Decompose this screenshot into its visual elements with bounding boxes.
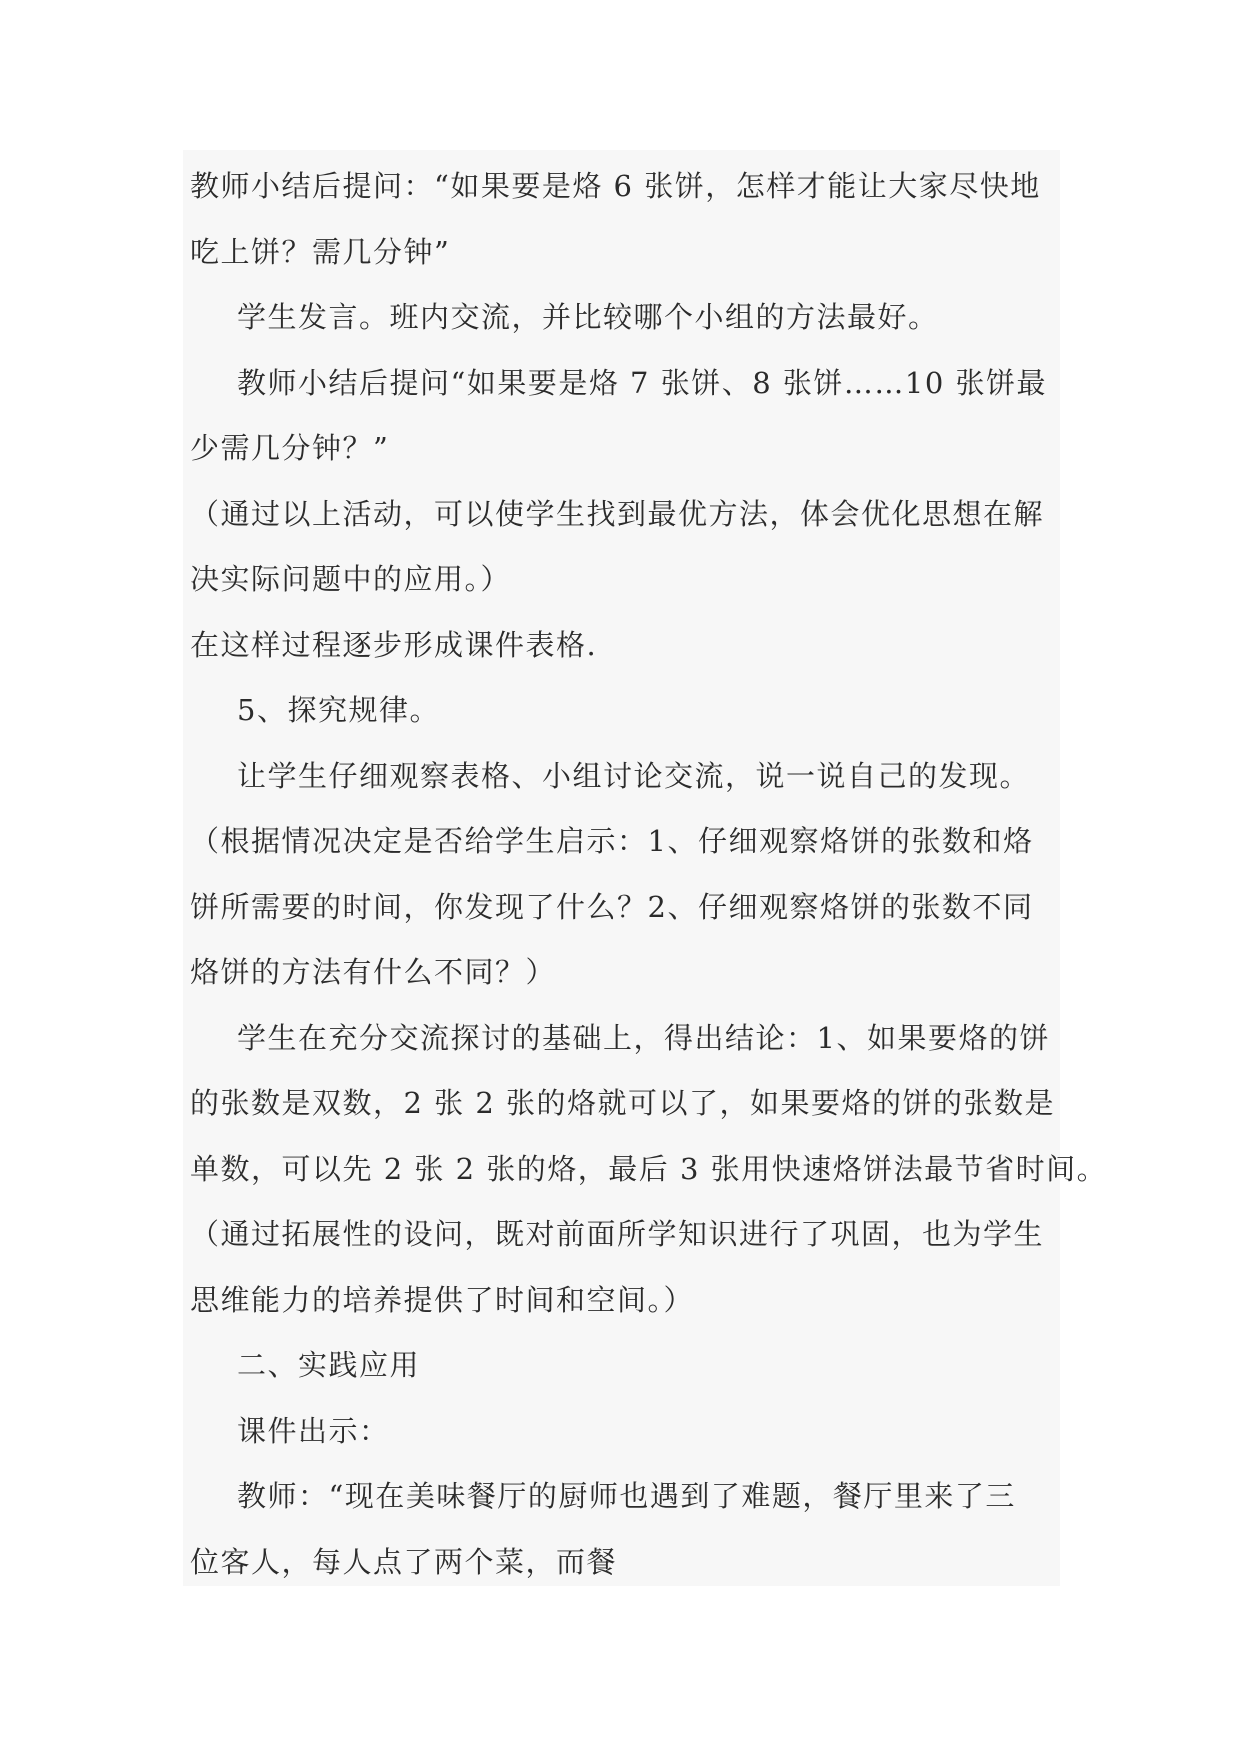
text-line: 教师：“现在美味餐厅的厨师也遇到了难题，餐厅里来了三 bbox=[237, 1479, 1016, 1513]
text-line: （通过以上活动，可以使学生找到最优方法，体会优化思想在解 bbox=[190, 496, 1045, 531]
text-line: 在这样过程逐步形成课件表格. bbox=[190, 627, 598, 662]
text-line: （通过拓展性的设问，既对前面所学知识进行了巩固，也为学生 bbox=[190, 1217, 1045, 1251]
text-line: 教师小结后提问“如果要是烙 7 张饼、8 张饼……10 张饼最 bbox=[237, 365, 1048, 400]
text-line: 学生发言。班内交流，并比较哪个小组的方法最好。 bbox=[237, 300, 939, 334]
text-line: 饼所需要的时间，你发现了什么？2、仔细观察烙饼的张数不同 bbox=[190, 889, 1034, 924]
text-line: 学生在充分交流探讨的基础上，得出结论：1、如果要烙的饼 bbox=[237, 1020, 1050, 1055]
text-line: （根据情况决定是否给学生启示：1、仔细观察烙饼的张数和烙 bbox=[190, 824, 1034, 858]
text-line: 让学生仔细观察表格、小组讨论交流，说一说自己的发现。 bbox=[237, 758, 1031, 793]
text-line: 烙饼的方法有什么不同？） bbox=[190, 955, 557, 989]
text-line: 教师小结后提问：“如果要是烙 6 张饼，怎样才能让大家尽快地 bbox=[190, 169, 1041, 203]
text-line: 少需几分钟？” bbox=[190, 431, 390, 465]
text-line: 5、探究规律。 bbox=[237, 693, 440, 727]
document-body bbox=[190, 154, 1108, 1595]
text-line: 单数，可以先 2 张 2 张的烙，最后 3 张用快速烙饼法最节省时间。 bbox=[190, 1151, 1108, 1186]
text-line: 思维能力的培养提供了时间和空间。） bbox=[190, 1282, 695, 1317]
text-line: 的张数是双数，2 张 2 张的烙就可以了，如果要烙的饼的张数是 bbox=[190, 1086, 1056, 1120]
text-line: 课件出示： bbox=[237, 1413, 390, 1448]
text-line: 位客人，每人点了两个菜，而餐 bbox=[190, 1544, 618, 1579]
text-line: 决实际问题中的应用。） bbox=[190, 562, 512, 596]
text-line: 吃上饼？需几分钟” bbox=[190, 234, 451, 269]
text-line: 二、实践应用 bbox=[237, 1348, 421, 1382]
